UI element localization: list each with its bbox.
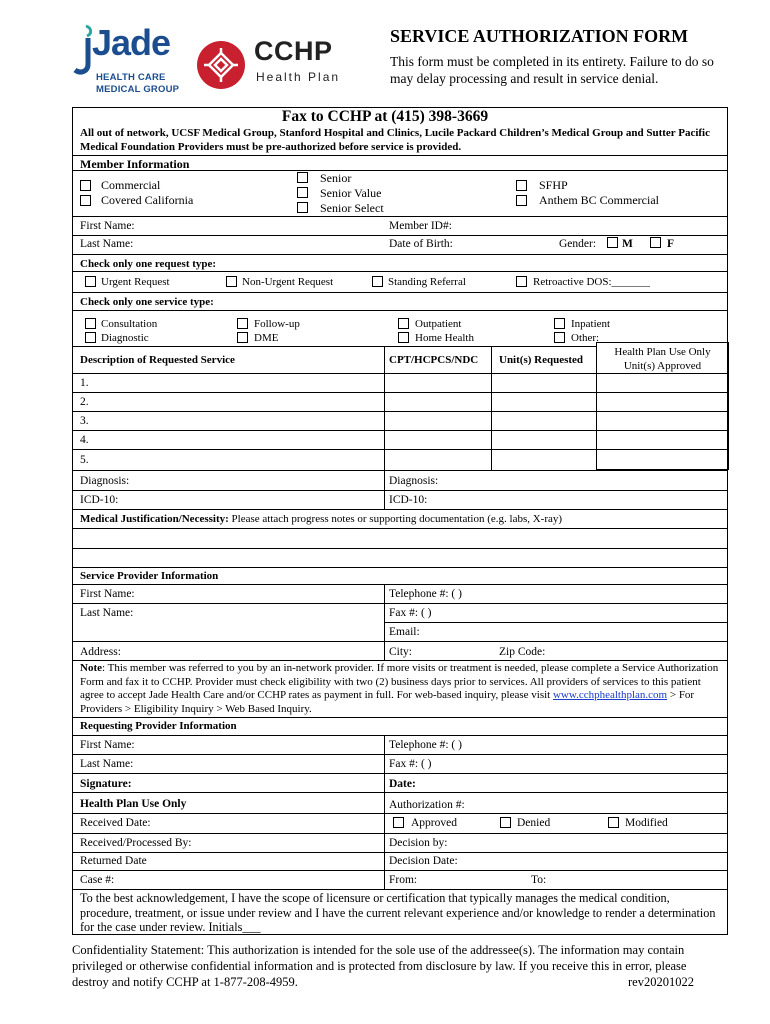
commercial-checkbox[interactable]: [80, 180, 91, 191]
gender-f-label: F: [667, 238, 675, 250]
consultation-label: Consultation: [101, 318, 158, 330]
plan-use-col-header-1: Health Plan Use Only: [614, 346, 711, 358]
gender-m-checkbox[interactable]: [607, 237, 618, 248]
covered-california-checkbox[interactable]: [80, 195, 91, 206]
sp-city-label: City:: [389, 646, 413, 658]
modified-label: Modified: [625, 817, 668, 829]
senior-checkbox[interactable]: [297, 172, 308, 183]
received-by-label: Received/Processed By:: [80, 837, 192, 849]
home-health-label: Home Health: [415, 332, 474, 344]
jade-line-2: MEDICAL GROUP: [96, 84, 180, 95]
form-subtitle: This form must be completed in its entirety. Failure to do so may delay processing and result in service denial.: [390, 54, 714, 86]
outpatient-label: Outpatient: [415, 318, 462, 330]
confidentiality-statement: Confidentiality Statement: This authorization is intended for the sole use of the addressee(s). The information may contain privileged or otherwise confidential information and is protected from disclosure by law. If you receive this in error, please destroy and notify CCHP at 1-877-208-4959.: [72, 943, 687, 989]
rp-first-name-label: First Name:: [80, 739, 135, 751]
request-type-heading: Check only one request type:: [80, 258, 217, 270]
anthem-checkbox[interactable]: [516, 195, 527, 206]
urgent-checkbox[interactable]: [85, 276, 96, 287]
covered-california-label: Covered California: [101, 193, 194, 207]
cchp-wordmark: CCHP: [254, 36, 333, 66]
case-number-label: Case #:: [80, 874, 115, 886]
service-row-3[interactable]: 3.: [80, 415, 89, 427]
authorization-label: Authorization #:: [389, 799, 465, 811]
sp-zip-label: Zip Code:: [499, 646, 546, 658]
service-type-heading: Check only one service type:: [80, 296, 214, 308]
retroactive-checkbox[interactable]: [516, 276, 527, 287]
justification-text: Please attach progress notes or supporting documentation (e.g. labs, X-ray): [228, 513, 563, 525]
service-row-4[interactable]: 4.: [80, 434, 89, 446]
sp-last-name-label: Last Name:: [80, 607, 134, 619]
gender-label: Gender:: [559, 238, 597, 250]
attestation-text: To the best acknowledgement, I have the scope of licensure or certification that typically manages the medical condition, procedure, treatment, or issue under review and I have the current relevant experience and/or knowledge to render a determination for the case under review. Initials___: [80, 891, 716, 934]
followup-checkbox[interactable]: [237, 318, 248, 329]
decision-date-label: Decision Date:: [389, 855, 458, 867]
anthem-label: Anthem BC Commercial: [539, 193, 659, 207]
units-col-header: Unit(s) Requested: [499, 354, 584, 366]
approved-checkbox[interactable]: [393, 817, 404, 828]
senior-select-checkbox[interactable]: [297, 202, 308, 213]
icd-right-label: ICD-10:: [389, 494, 428, 506]
signature-label: Signature:: [80, 778, 132, 790]
returned-date-label: Returned Date: [80, 855, 147, 867]
sp-address-label: Address:: [80, 646, 121, 658]
plan-use-heading: Health Plan Use Only: [80, 798, 187, 810]
provider-note: [80, 662, 724, 716]
senior-label: Senior: [320, 171, 352, 185]
icd-left-label: ICD-10:: [80, 494, 119, 506]
home-health-checkbox[interactable]: [398, 332, 409, 343]
to-label: To:: [531, 874, 547, 886]
requesting-provider-heading: Requesting Provider Information: [80, 720, 237, 732]
note-label: Note: [80, 662, 102, 674]
sp-telephone-label: Telephone #: ( ): [389, 588, 462, 600]
signature-date-label: Date:: [389, 778, 416, 790]
senior-value-checkbox[interactable]: [297, 187, 308, 198]
decision-by-label: Decision by:: [389, 837, 448, 849]
sp-fax-label: Fax #: ( ): [389, 607, 432, 619]
inpatient-checkbox[interactable]: [554, 318, 565, 329]
cchp-website-link[interactable]: www.cchphealthplan.com: [552, 689, 668, 702]
desc-col-header: Description of Requested Service: [80, 354, 235, 366]
sp-first-name-label: First Name:: [80, 588, 135, 600]
gender-m-label: M: [622, 238, 633, 250]
retroactive-label: Retroactive DOS:_______: [533, 276, 651, 288]
dob-label: Date of Birth:: [389, 238, 453, 250]
service-row-5[interactable]: 5.: [80, 454, 89, 466]
cchp-subtitle: Health Plan: [256, 70, 341, 84]
cchp-emblem-icon: [196, 40, 246, 90]
jade-line-1: HEALTH CARE: [96, 72, 166, 83]
member-first-name-label: First Name:: [80, 220, 135, 232]
revision-label: rev20201022: [628, 975, 694, 989]
diagnostic-label: Diagnostic: [101, 332, 149, 344]
member-id-label: Member ID#:: [389, 220, 452, 232]
plan-use-col-header-2: Unit(s) Approved: [623, 360, 702, 372]
senior-select-label: Senior Select: [320, 201, 384, 215]
followup-label: Follow-up: [254, 318, 300, 330]
outpatient-checkbox[interactable]: [398, 318, 409, 329]
denied-checkbox[interactable]: [500, 817, 511, 828]
inpatient-label: Inpatient: [571, 318, 611, 330]
commercial-label: Commercial: [101, 178, 161, 192]
diagnosis-left-label: Diagnosis:: [80, 475, 130, 487]
jade-wordmark: Jade: [92, 22, 171, 63]
other-checkbox[interactable]: [554, 332, 565, 343]
dme-checkbox[interactable]: [237, 332, 248, 343]
member-last-name-label: Last Name:: [80, 238, 134, 250]
rp-last-name-label: Last Name:: [80, 758, 134, 770]
rp-fax-label: Fax #: ( ): [389, 758, 432, 770]
from-label: From:: [389, 874, 418, 886]
service-row-2[interactable]: 2.: [80, 396, 89, 408]
justification-label: Medical Justification/Necessity:: [80, 513, 229, 525]
sp-email-label: Email:: [389, 626, 420, 638]
modified-checkbox[interactable]: [608, 817, 619, 828]
cpt-col-header: CPT/HCPCS/NDC: [389, 354, 479, 366]
senior-value-label: Senior Value: [320, 186, 382, 200]
form-title: SERVICE AUTHORIZATION FORM: [390, 26, 689, 46]
diagnostic-checkbox[interactable]: [85, 332, 96, 343]
fax-line: Fax to CCHP at (415) 398-3669: [281, 108, 489, 125]
standing-referral-checkbox[interactable]: [372, 276, 383, 287]
sfhp-checkbox[interactable]: [516, 180, 527, 191]
note-text-2: > For Providers > Eligibility Inquiry > Web Based Inquiry.: [80, 689, 695, 715]
urgent-label: Urgent Request: [101, 276, 170, 288]
dme-label: DME: [254, 332, 279, 344]
gender-f-checkbox[interactable]: [650, 237, 661, 248]
non-urgent-label: Non-Urgent Request: [242, 276, 334, 288]
member-info-heading: Member Information: [80, 157, 190, 171]
diagnosis-right-label: Diagnosis:: [389, 475, 439, 487]
jade-j-icon: [72, 24, 94, 76]
service-row-1[interactable]: 1.: [80, 377, 89, 389]
rp-telephone-label: Telephone #: ( ): [389, 739, 462, 751]
service-provider-heading: Service Provider Information: [80, 570, 219, 582]
received-date-label: Received Date:: [80, 817, 151, 829]
denied-label: Denied: [517, 817, 551, 829]
justification-line: [80, 512, 562, 526]
note-text-1: : This member was referred to you by an in-network provider. If more visits or treatment is needed, please complete a Service Authorization Form and fax it to CCHP. Provider must check eligibility with two (2) business days prior to services. All providers of services to this patient agree to accept Jade Health Care and/or CCHP rates as payment in full. For web-based inquiry, please visit: [80, 662, 719, 702]
other-label: Other: ________: [571, 332, 646, 344]
sfhp-label: SFHP: [539, 178, 568, 192]
non-urgent-checkbox[interactable]: [226, 276, 237, 287]
approved-label: Approved: [411, 817, 457, 829]
consultation-checkbox[interactable]: [85, 318, 96, 329]
standing-referral-label: Standing Referral: [388, 276, 466, 288]
preauth-notice: All out of network, UCSF Medical Group, Stanford Hospital and Clinics, Lucile Packard Children’s Medical Group and Sutter Pacific Medical Foundation Providers must be pre-authorized before service is provided.: [80, 127, 710, 153]
